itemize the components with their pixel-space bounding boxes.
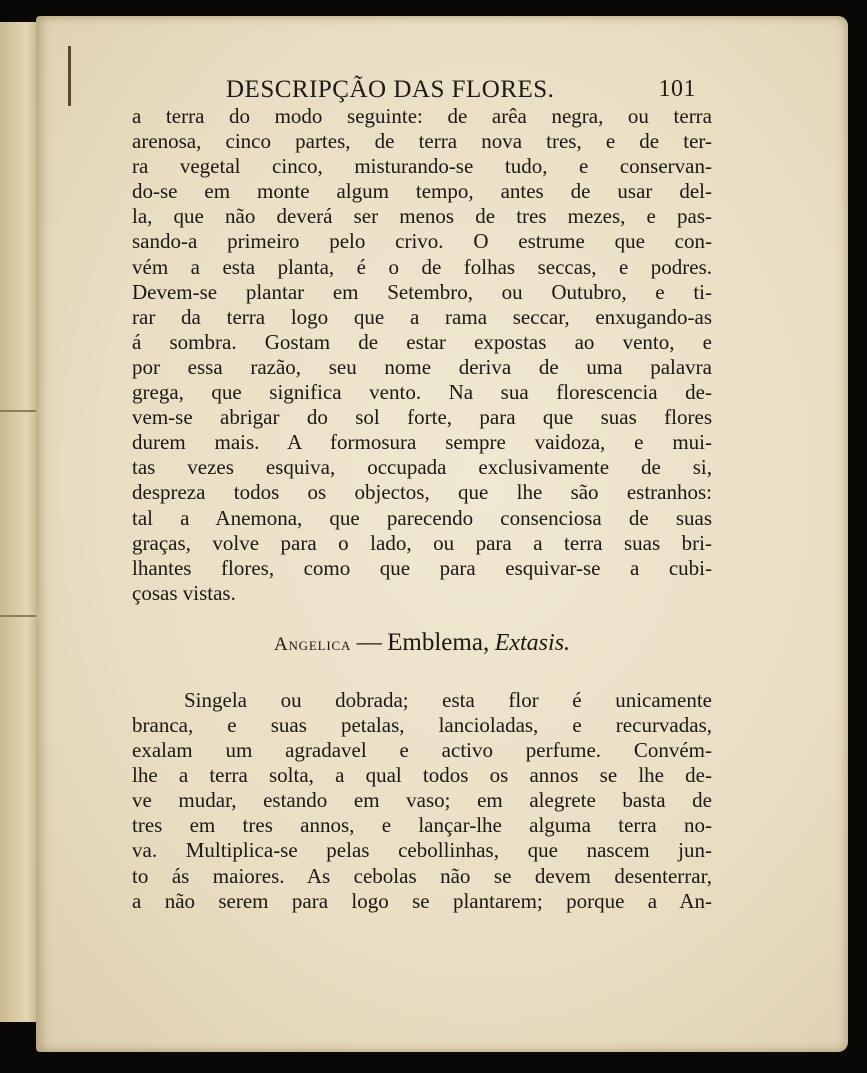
flower-name: Angelica	[273, 633, 352, 655]
text-line: sando-a primeiro pelo crivo. O estrume que con-	[132, 229, 712, 254]
text-line: tres em tres annos, e lançar-lhe alguma terra no-	[132, 813, 712, 838]
emblem-meaning: Extasis.	[494, 629, 571, 656]
text-line: graças, volve para o lado, ou para a terra suas bri-	[132, 530, 712, 555]
text-line: despreza todos os objectos, que lhe são estranhos:	[132, 480, 712, 505]
text-line: va. Multiplica-se pelas cebollinhas, que nascem jun-	[132, 838, 712, 863]
section-heading-angelica	[132, 630, 712, 666]
text-line: to ás maiores. As cebolas não se devem desenterrar,	[132, 863, 712, 888]
paragraph-anemona	[132, 104, 712, 606]
text-line: arenosa, cinco partes, de terra nova tres, e de ter-	[132, 129, 712, 154]
running-head-title: DESCRIPÇÃO DAS FLORES.	[226, 76, 555, 103]
text-line: rar da terra logo que a rama seccar, enxugando-as	[132, 304, 712, 329]
heading-dash: —	[356, 628, 382, 656]
text-line: vem-se abrigar do sol forte, para que suas flores	[132, 405, 712, 430]
text-line: Devem-se plantar em Setembro, ou Outubro, e ti-	[132, 279, 712, 304]
facing-page-mark	[0, 615, 40, 617]
text-line: çosas vistas.	[132, 580, 236, 605]
text-line: ve mudar, estando em vaso; em alegrete basta de	[132, 788, 712, 813]
paragraph-angelica	[132, 688, 712, 914]
text-line: la, que não deverá ser menos de tres mezes, e pas-	[132, 204, 712, 229]
text-line: branca, e suas petalas, lancioladas, e recurvadas,	[132, 712, 712, 737]
emblem-label: Emblema,	[387, 628, 490, 656]
text-line: a não serem para logo se plantarem; porque a An-	[132, 888, 712, 913]
text-line: ra vegetal cinco, misturando-se tudo, e conservan-	[132, 154, 712, 179]
facing-page-mark	[0, 410, 40, 412]
text-line: exalam um agradavel e activo perfume. Convém-	[132, 738, 712, 763]
text-line: tal a Anemona, que parecendo consenciosa de suas	[132, 505, 712, 530]
text-line: lhe a terra solta, a qual todos os annos se lhe de-	[132, 763, 712, 788]
text-line: Singela ou dobrada; esta flor é unicamente	[184, 687, 712, 712]
book-page	[36, 16, 848, 1052]
text-line: grega, que significa vento. Na sua florescencia de-	[132, 380, 712, 405]
text-line: tas vezes esquiva, occupada exclusivamente de si,	[132, 455, 712, 480]
body-text	[132, 104, 712, 914]
text-line: á sombra. Gostam de estar expostas ao vento, e	[132, 329, 712, 354]
text-line: durem mais. A formosura sempre vaidoza, e mui-	[132, 430, 712, 455]
text-line: lhantes flores, como que para esquivar-se a cubi-	[132, 555, 712, 580]
text-line: do-se em monte algum tempo, antes de usar del-	[132, 179, 712, 204]
text-line: por essa razão, seu nome deriva de uma palavra	[132, 354, 712, 379]
binding-stitch	[68, 46, 71, 106]
page-number: 101	[658, 76, 696, 102]
text-line: a terra do modo seguinte: de arêa negra, ou terra	[132, 104, 712, 128]
text-line: vém a esta planta, é o de folhas seccas, e podres.	[132, 254, 712, 279]
running-head	[226, 76, 696, 104]
